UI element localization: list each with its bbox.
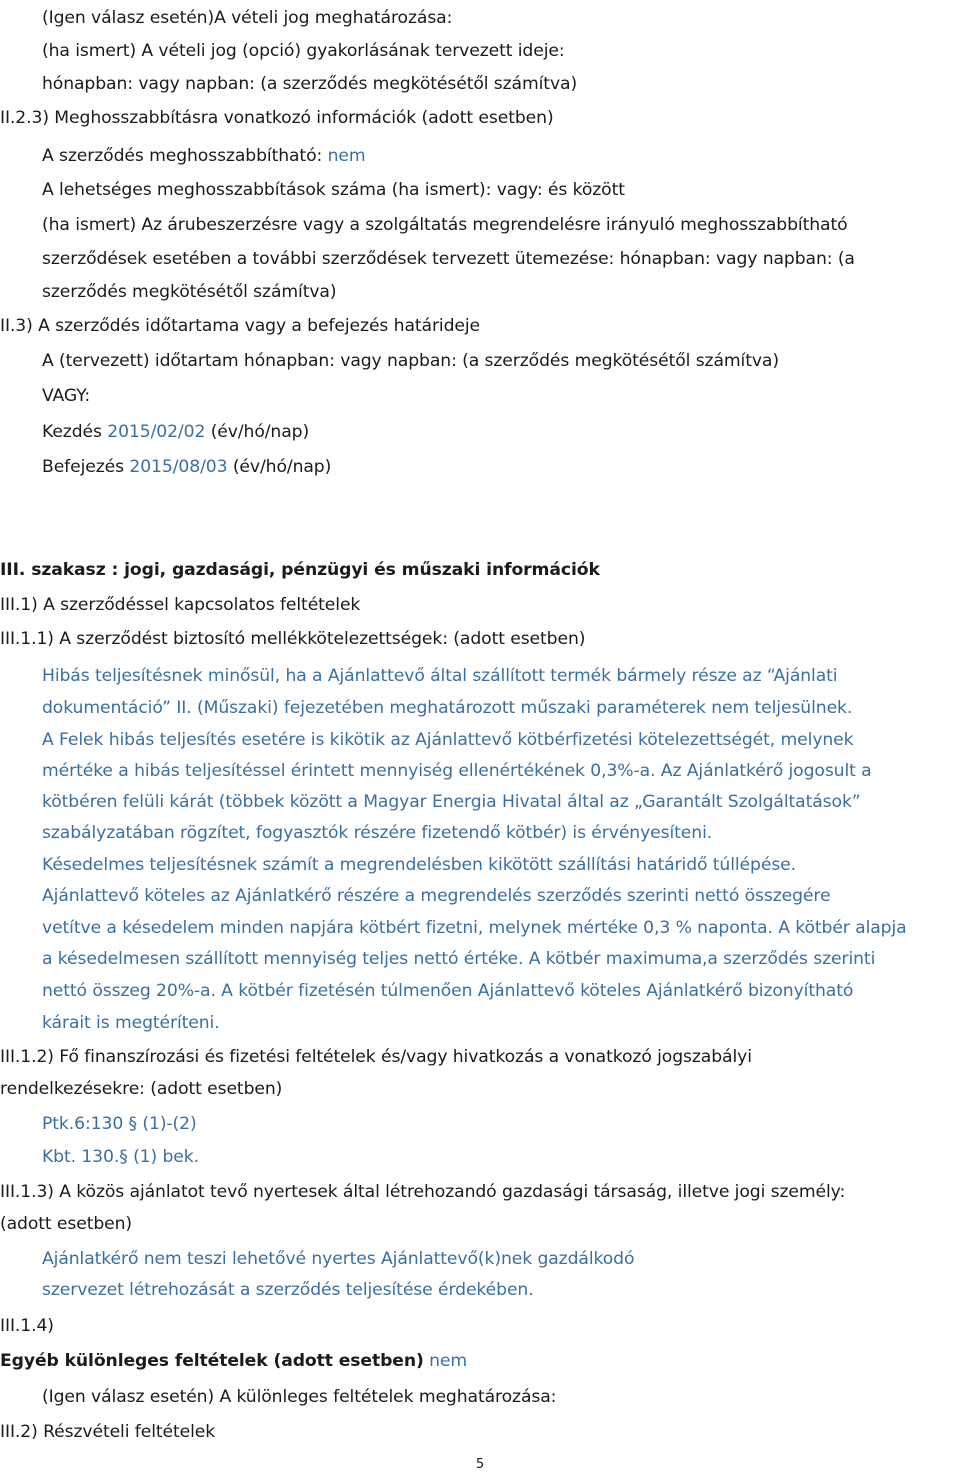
end-row <box>42 456 331 478</box>
or-label: VAGY: <box>42 386 91 406</box>
section-iii1-heading: III.1) A szerződéssel kapcsolatos feltételek <box>0 595 361 615</box>
iii11-line-8: Ajánlattevő köteles az Ajánlatkérő részére a megrendelés szerződés szerinti nettó összegére <box>42 886 831 906</box>
iii11-line-9: vetítve a késedelem minden napjára kötbért fizetni, melynek mértéke 0,3 % naponta. A kötbér alapja <box>42 918 907 938</box>
iii14-row <box>0 1350 467 1372</box>
schedule-line-2: szerződések esetében a további szerződések tervezett ütemezése: hónapban: vagy napban: (a <box>42 249 855 269</box>
section-iii-heading: III. szakasz : jogi, gazdasági, pénzügyi és műszaki információk <box>0 560 600 580</box>
section-iii13-heading-1: III.1.3) A közös ajánlatot tevő nyertesek által létrehozandó gazdasági társaság, illetve jogi személy: <box>0 1182 846 1202</box>
option-time-units: hónapban: vagy napban: (a szerződés megkötésétől számítva) <box>42 74 578 94</box>
iii11-line-7: Késedelmes teljesítésnek számít a megrendelésben kikötött szállítási határidő túllépése. <box>42 855 797 875</box>
end-date: 2015/08/03 <box>129 457 228 477</box>
extendable-row <box>42 145 365 167</box>
iii11-line-2: dokumentáció” II. (Műszaki) fejezetében meghatározott műszaki paraméterek nem teljesülnek. <box>42 698 853 718</box>
iii11-line-3: A Felek hibás teljesítés esetére is kikötik az Ajánlattevő kötbérfizetési kötelezettségét, melynek <box>42 730 854 750</box>
end-label: Befejezés <box>42 457 124 477</box>
extendable-label: A szerződés meghosszabbítható: <box>42 146 323 166</box>
iii14-value: nem <box>429 1351 468 1371</box>
iii11-line-4: mértéke a hibás teljesítéssel érintett mennyiség ellenértékének 0,3%-a. Az Ajánlatkérő jogosult a <box>42 761 872 781</box>
page-number: 5 <box>475 1457 485 1472</box>
iii11-line-11: nettó összeg 20%-a. A kötbér fizetésén túlmenően Ajánlattevő köteles Ajánlatkérő bizonyítható <box>42 981 854 1001</box>
iii11-line-6: szabályzatában rögzítet, fogyasztók részére fizetendő kötbér) is érvényesíteni. <box>42 823 713 843</box>
iii11-line-1: Hibás teljesítésnek minősül, ha a Ajánlattevő által szállított termék bármely része az “Ajánlati <box>42 666 838 686</box>
section-iii12-heading-2: rendelkezésekre: (adott esetben) <box>0 1079 283 1099</box>
section-iii2-heading: III.2) Részvételi feltételek <box>0 1422 216 1442</box>
iii12-line-2: Kbt. 130.§ (1) bek. <box>42 1147 199 1167</box>
start-label: Kezdés <box>42 422 102 442</box>
iii14-label: Egyéb különleges feltételek (adott esetben) <box>0 1351 424 1371</box>
iii14-sub: (Igen válasz esetén) A különleges feltételek meghatározása: <box>42 1387 557 1407</box>
option-label: (Igen válasz esetén)A vételi jog meghatározása: <box>42 8 453 28</box>
start-row <box>42 421 309 443</box>
iii11-line-10: a késedelmesen szállított mennyiség teljes nettó értéke. A kötbér maximuma,a szerződés szerinti <box>42 949 876 969</box>
iii13-line-2: szervezet létrehozását a szerződés teljesítése érdekében. <box>42 1280 534 1300</box>
start-date: 2015/02/02 <box>107 422 206 442</box>
section-ii23-heading: II.2.3) Meghosszabbításra vonatkozó információk (adott esetben) <box>0 108 554 128</box>
iii13-line-1: Ajánlatkérő nem teszi lehetővé nyertes Ajánlattevő(k)nek gazdálkodó <box>42 1249 635 1269</box>
section-ii3-heading: II.3) A szerződés időtartama vagy a befejezés határideje <box>0 316 481 336</box>
iii11-line-12: kárait is megtéríteni. <box>42 1013 220 1033</box>
section-iii13-heading-2: (adott esetben) <box>0 1214 133 1234</box>
extendable-value: nem <box>327 146 366 166</box>
duration-label: A (tervezett) időtartam hónapban: vagy napban: (a szerződés megkötésétől számítva) <box>42 351 779 371</box>
end-unit: (év/hó/nap) <box>232 457 332 477</box>
extension-count-label: A lehetséges meghosszabbítások száma (ha ismert): vagy: és között <box>42 180 625 200</box>
section-iii12-heading-1: III.1.2) Fő finanszírozási és fizetési feltételek és/vagy hivatkozás a vonatkozó jogszabályi <box>0 1047 752 1067</box>
iii12-line-1: Ptk.6:130 § (1)-(2) <box>42 1114 197 1134</box>
iii11-line-5: kötbéren felüli kárát (többek között a Magyar Energia Hivatal által az „Garantált Szolgáltatások” <box>42 792 861 812</box>
option-time-label: (ha ismert) A vételi jog (opció) gyakorlásának tervezett ideje: <box>42 41 565 61</box>
schedule-line-3: szerződés megkötésétől számítva) <box>42 282 337 302</box>
section-iii14-number: III.1.4) <box>0 1316 54 1336</box>
schedule-line-1: (ha ismert) Az árubeszerzésre vagy a szolgáltatás megrendelésre irányuló meghosszabbítható <box>42 215 848 235</box>
section-iii11-heading: III.1.1) A szerződést biztosító mellékkötelezettségek: (adott esetben) <box>0 629 586 649</box>
start-unit: (év/hó/nap) <box>210 422 310 442</box>
